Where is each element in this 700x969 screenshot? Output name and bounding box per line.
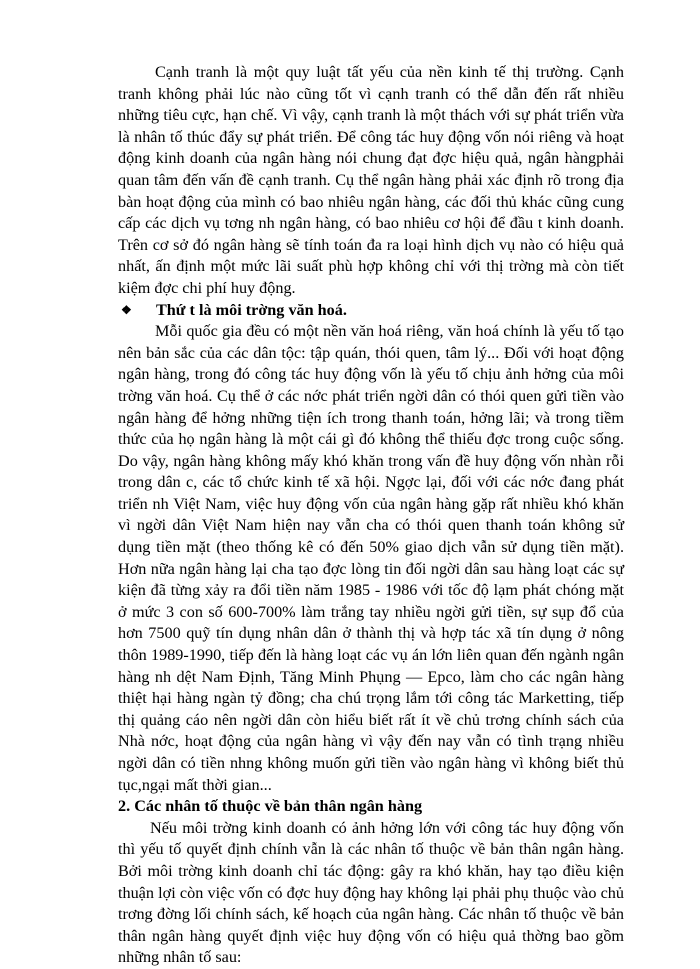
diamond-bullet-icon: ❖: [121, 302, 132, 317]
bank-factors-paragraph: Nếu môi trờng kinh doanh có ảnh hởng lớn với công tác huy động vốn thì yếu tố quyết định chính vẫn là các nhân tố thuộc về bản thân ngân hàng. Bởi môi trờng kinh doanh chỉ tác động: gây ra khó khăn, hay tạo điều kiện thuận lợi còn việc vốn có đợc huy động hay không lại phải phụ thuộc vào chủ trơng đờng lối chính sách, kế hoạch của ngân hàng. Các nhân tố thuộc về bản thân ngân hàng quyết định việc huy động vốn có hiệu quả thờng bao gồm những nhân tố sau:: [118, 818, 624, 967]
culture-paragraph: Mỗi quốc gia đều có một nền văn hoá riêng, văn hoá chính là yếu tố tạo nên bản sắc của các dân tộc: tập quán, thói quen, tâm lý... Đối với hoạt động ngân hàng, trong đó công tác huy động vốn là yếu tố chịu ảnh hởng của môi trờng văn hoá. Cụ thể ở các nớc phát triển ngời dân có thói quen gửi tiền vào ngân hàng để hởng những tiện ích trong thanh toán, hởng lãi; và trong tiềm thức của họ ngân hàng là một cái gì đó không thể thiếu đợc trong cuộc sống. Do vậy, ngân hàng không mấy khó khăn trong vấn đề huy động vốn nhàn rỗi trong dân c, các tổ chức kinh tế xã hội. Ngợc lại, đối với các nớc đang phát triển nh Việt Nam, việc huy động vốn của ngân hàng gặp rất nhiều khó khăn vì ngời dân Việt Nam hiện nay vẫn cha có thói quen thanh toán không sử dụng tiền mặt (theo thống kê có đến 50% giao dịch vẫn sử dụng tiền mặt). Hơn nữa ngân hàng lại cha tạo đợc lòng tin đối ngời dân sau hàng loạt các sự kiện đã từng xảy ra đổi tiền năm 1985 - 1986 với tốc độ lạm phát chóng mặt ở mức 3 con số 600-700% làm trắng tay nhiều ngời gửi tiền, sự sụp đổ của hơn 7500 quỹ tín dụng nhân dân ở thành thị và hợp tác xã tín dụng ở nông thôn 1989-1990, tiếp đến là hàng loạt các vụ án lớn liên quan đến ngành ngân hàng nh dệt Nam Định, Tăng Minh Phụng — Epco, làm cho các ngân hàng thiệt hại hàng ngàn tỷ đồng; cha chú trọng lắm tới công tác Marketting, tiếp thị quảng cáo nên ngời dân còn hiểu biết rất ít về chủ trơng chính sách của Nhà nớc, hoạt động của ngân hàng vì vậy đến nay vẫn có tình trạng nhiều ngời dân có tiền nhng không muốn gửi tiền vào ngân hàng vì không biết thủ tục,ngại mất thời gian...: [118, 322, 624, 794]
culture-bullet-heading: [118, 300, 624, 322]
bullet-heading-text: Thứ t là môi trờng văn hoá.: [156, 300, 347, 319]
section-heading: 2. Các nhân tố thuộc về bản thân ngân hàng: [118, 797, 423, 816]
competition-paragraph: Cạnh tranh là một quy luật tất yếu của nền kinh tế thị trường. Cạnh tranh không phải lúc nào cũng tốt vì cạnh tranh có thể dẫn đến rất nhiều những tiêu cực, hạn chế. Vì vậy, cạnh tranh là một thách với sự phát triển vừa là nhân tố thúc đẩy sự phát triển. Để công tác huy động vốn nói riêng và hoạt động kinh doanh của ngân hàng nói chung đạt đợc hiệu quả, ngân hàngphải quan tâm đến vấn đề cạnh tranh. Cụ thể ngân hàng phải xác định rõ trong địa bàn hoạt động của mình có bao nhiêu ngân hàng, các đối thủ khác cũng cung cấp các dịch vụ tơng nh ngân hàng, có bao nhiêu cơ hội để đầu t kinh doanh. Trên cơ sở đó ngân hàng sẽ tính toán đa ra loại hình dịch vụ nào có hiệu quả nhất, ấn định một mức lãi suất phù hợp không chỉ với thị trờng mà còn tiết kiệm đợc chi phí huy động.: [118, 63, 624, 297]
